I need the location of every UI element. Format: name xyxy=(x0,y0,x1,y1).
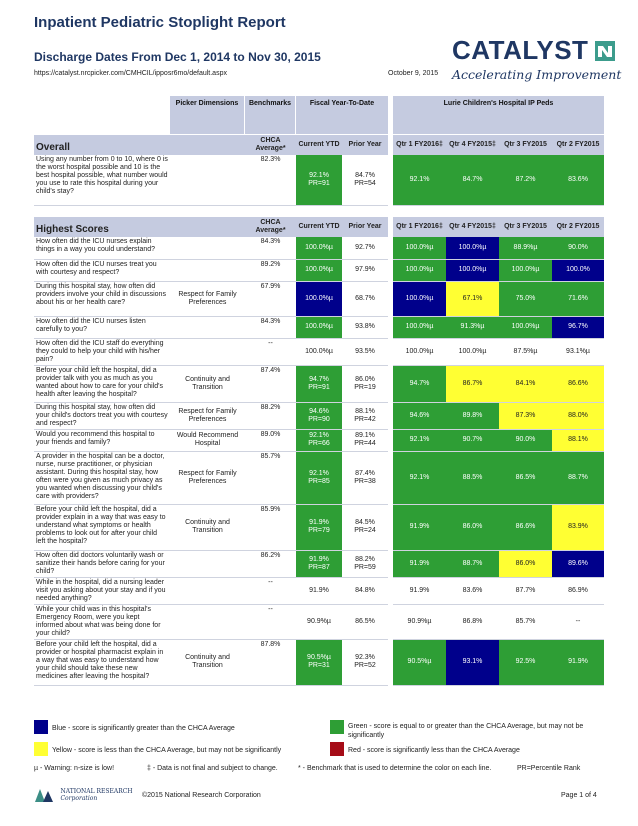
col-prior-year: Prior Year xyxy=(342,217,388,237)
qtr1-fy2016: 92.1% xyxy=(393,451,446,504)
qtr1-fy2016: 92.1% xyxy=(393,429,446,451)
current-ytd-pr: PR=91 xyxy=(308,179,330,187)
qtr4-fy2015: 100.0%µ xyxy=(446,338,499,365)
qtr3-fy2015: 90.0% xyxy=(499,429,552,451)
chca-average: 67.9% xyxy=(245,281,296,316)
picker-dimension xyxy=(170,316,245,338)
prior-year-cell xyxy=(342,504,388,550)
prior-year-cell xyxy=(342,237,388,259)
report-subtitle: Discharge Dates From Dec 1, 2014 to Nov 30, 2015 xyxy=(34,50,321,64)
qtr2-fy2015: 96.7% xyxy=(552,316,604,338)
chca-average: 89.0% xyxy=(245,429,296,451)
qtr3-fy2015: 86.0% xyxy=(499,550,552,577)
prior-year-cell xyxy=(342,550,388,577)
table-row xyxy=(34,365,604,402)
header-picker-dimensions: Picker Dimensions xyxy=(170,96,244,134)
prior-year-value: 87.4% xyxy=(355,469,375,477)
qtr2-fy2015: 93.1%µ xyxy=(552,338,604,365)
col-current-ytd: Current YTD xyxy=(296,135,342,155)
qtr3-fy2015: 75.0% xyxy=(499,281,552,316)
current-ytd-cell xyxy=(296,259,342,281)
chca-average: 85.9% xyxy=(245,504,296,550)
qtr3-fy2015: 86.6% xyxy=(499,504,552,550)
col-chca: CHCA Average* xyxy=(245,135,296,155)
chca-average: 87.8% xyxy=(245,639,296,685)
table-row xyxy=(34,577,604,604)
current-ytd-cell xyxy=(296,550,342,577)
note-low-n: µ - Warning: n-size is low! xyxy=(34,765,115,772)
current-ytd-value: 94.6% xyxy=(309,407,329,415)
current-ytd-cell xyxy=(296,281,342,316)
table-row xyxy=(34,604,604,639)
qtr3-fy2015: 100.0%µ xyxy=(499,316,552,338)
qtr4-fy2015: 86.7% xyxy=(446,365,499,402)
col-q1: Qtr 1 FY2016‡ xyxy=(393,135,446,155)
col-q4: Qtr 4 FY2015‡ xyxy=(446,135,499,155)
current-ytd-value: 100.0%µ xyxy=(305,294,333,302)
catalyst-logo xyxy=(452,35,627,82)
question-text: Before your child left the hospital, did a provider or hospital pharmacist explain in a way that was easy to understand how your child should take these new medicines after leaving the hospital? xyxy=(34,639,170,685)
prior-year-cell xyxy=(342,604,388,639)
table-row xyxy=(34,451,604,504)
qtr3-fy2015: 84.1% xyxy=(499,365,552,402)
current-ytd-value: 100.0%µ xyxy=(305,243,333,251)
current-ytd-cell xyxy=(296,365,342,402)
nrc-logo-line1: NATIONAL RESEARCH xyxy=(60,787,133,795)
qtr4-fy2015: 91.3%µ xyxy=(446,316,499,338)
qtr1-fy2016: 90.9%µ xyxy=(393,604,446,639)
current-ytd-value: 100.0%µ xyxy=(305,266,333,273)
question-text: How often did the ICU nurses listen carefully to you? xyxy=(34,316,170,338)
qtr1-fy2016: 100.0%µ xyxy=(393,237,446,259)
qtr3-fy2015: 87.5%µ xyxy=(499,338,552,365)
current-ytd-cell xyxy=(296,504,342,550)
chca-average: 84.3% xyxy=(245,316,296,338)
current-ytd-value: 91.9% xyxy=(309,555,329,563)
report-title: Inpatient Pediatric Stoplight Report xyxy=(34,14,286,31)
col-q4: Qtr 4 FY2015‡ xyxy=(446,217,499,237)
qtr1-fy2016: 100.0%µ xyxy=(393,338,446,365)
picker-dimension xyxy=(170,155,245,205)
question-text: While your child was in this hospital's Emergency Room, were you kept informed about what was being done for your child? xyxy=(34,604,170,639)
current-ytd-cell xyxy=(296,604,342,639)
qtr4-fy2015: 86.8% xyxy=(446,604,499,639)
qtr4-fy2015: 67.1% xyxy=(446,281,499,316)
question-text: How often did the ICU staff do everything they could to help your child with his/her pain? xyxy=(34,338,170,365)
prior-year-cell xyxy=(342,365,388,402)
current-ytd-cell xyxy=(296,237,342,259)
qtr1-fy2016: 91.9% xyxy=(393,577,446,604)
legend-blue-swatch xyxy=(34,720,48,734)
prior-year-value: 92.3% xyxy=(355,654,375,661)
qtr3-fy2015: 87.2% xyxy=(499,155,552,205)
current-ytd-value: 92.1% xyxy=(309,469,329,477)
chca-average: -- xyxy=(245,577,296,604)
table-row xyxy=(34,338,604,365)
qtr1-fy2016: 100.0%µ xyxy=(393,316,446,338)
table-row xyxy=(34,402,604,429)
qtr1-fy2016: 100.0%µ xyxy=(393,281,446,316)
picker-dimension: Respect for Family Preferences xyxy=(170,451,245,504)
legend-yellow-swatch xyxy=(34,742,48,756)
picker-dimension xyxy=(170,237,245,259)
qtr1-fy2016: 92.1% xyxy=(393,155,446,205)
prior-year-pr: PR=52 xyxy=(354,662,376,669)
legend-blue-text: Blue - score is significantly greater than the CHCA Average xyxy=(52,725,235,732)
overall-title: Overall xyxy=(34,135,245,155)
legend-green-swatch xyxy=(330,720,344,734)
qtr3-fy2015: 86.5% xyxy=(499,451,552,504)
qtr1-fy2016: 91.9% xyxy=(393,550,446,577)
nrc-logo-line2: Corporation xyxy=(60,794,98,802)
qtr1-fy2016: 94.6% xyxy=(393,402,446,429)
qtr2-fy2015: -- xyxy=(552,604,604,639)
prior-year-cell xyxy=(342,281,388,316)
picker-dimension xyxy=(170,577,245,604)
prior-year-value: 84.5% xyxy=(355,519,375,526)
col-current-ytd: Current YTD xyxy=(296,217,342,237)
prior-year-value: 93.8% xyxy=(355,323,375,330)
prior-year-pr: PR=24 xyxy=(354,527,376,534)
qtr1-fy2016: 100.0%µ xyxy=(393,259,446,281)
prior-year-cell xyxy=(342,429,388,451)
picker-dimension xyxy=(170,550,245,577)
question-text: Would you recommend this hospital to your friends and family? xyxy=(34,429,170,451)
current-ytd-pr: PR=85 xyxy=(308,477,330,485)
prior-year-cell xyxy=(342,577,388,604)
picker-dimension xyxy=(170,604,245,639)
qtr2-fy2015: 89.6% xyxy=(552,550,604,577)
chca-average: 86.2% xyxy=(245,550,296,577)
legend-red-swatch xyxy=(330,742,344,756)
qtr4-fy2015: 84.7% xyxy=(446,155,499,205)
question-text: Using any number from 0 to 10, where 0 is the worst hospital possible and 10 is the best hospital possible, what number would you use to rate this hospital during your child's stay? xyxy=(34,155,170,205)
header-fiscal-ytd: Fiscal Year-To-Date xyxy=(296,96,388,134)
nrc-logo-icon xyxy=(34,787,56,803)
qtr1-fy2016: 94.7% xyxy=(393,365,446,402)
chca-average: -- xyxy=(245,604,296,639)
current-ytd-pr: PR=87 xyxy=(308,563,330,571)
question-text: Before your child left the hospital, did a provider explain in a way that was easy to understand what symptoms or health problems to look out for after your child left the hospital? xyxy=(34,504,170,550)
qtr2-fy2015: 88.0% xyxy=(552,402,604,429)
col-prior-year: Prior Year xyxy=(342,135,388,155)
chca-average: 88.2% xyxy=(245,402,296,429)
col-q3: Qtr 3 FY2015 xyxy=(499,135,552,155)
overall-table xyxy=(34,135,604,206)
note-not-final: ‡ - Data is not final and subject to change. xyxy=(147,765,278,772)
qtr4-fy2015: 88.5% xyxy=(446,451,499,504)
current-ytd-value: 92.1% xyxy=(309,432,329,439)
prior-year-cell xyxy=(342,316,388,338)
picker-dimension xyxy=(170,338,245,365)
current-ytd-cell xyxy=(296,429,342,451)
current-ytd-pr: PR=31 xyxy=(308,662,330,669)
chca-average: 89.2% xyxy=(245,259,296,281)
question-text: A provider in the hospital can be a doctor, nurse, nurse practitioner, or physician assistant. During this hospital stay, how often were you given as much privacy as you wanted when discussing your child's care with providers? xyxy=(34,451,170,504)
picker-dimension: Continuity and Transition xyxy=(170,504,245,550)
prior-year-pr: PR=54 xyxy=(354,179,376,187)
col-q3: Qtr 3 FY2015 xyxy=(499,217,552,237)
current-ytd-pr: PR=66 xyxy=(308,440,330,447)
question-text: Before your child left the hospital, did a provider talk with you as much as you wanted about how to care for your child's health after leaving the hospital? xyxy=(34,365,170,402)
table-row xyxy=(34,639,604,685)
prior-year-pr: PR=44 xyxy=(354,440,376,447)
prior-year-value: 97.9% xyxy=(355,266,375,273)
table-row xyxy=(34,429,604,451)
prior-year-value: 84.7% xyxy=(355,171,375,179)
qtr2-fy2015: 86.9% xyxy=(552,577,604,604)
copyright: ©2015 National Research Corporation xyxy=(142,792,261,799)
picker-dimension: Continuity and Transition xyxy=(170,365,245,402)
qtr3-fy2015: 92.5% xyxy=(499,639,552,685)
note-percentile-rank: PR=Percentile Rank xyxy=(517,765,581,772)
highest-title: Highest Scores xyxy=(34,217,245,237)
prior-year-value: 88.1% xyxy=(355,407,375,415)
prior-year-pr: PR=59 xyxy=(354,563,376,571)
picker-dimension: Respect for Family Preferences xyxy=(170,402,245,429)
prior-year-value: 93.5% xyxy=(355,347,375,355)
table-row xyxy=(34,550,604,577)
current-ytd-value: 94.7% xyxy=(309,375,329,383)
prior-year-cell xyxy=(342,639,388,685)
table-row xyxy=(34,281,604,316)
current-ytd-cell xyxy=(296,155,342,205)
qtr2-fy2015: 90.0% xyxy=(552,237,604,259)
logo-tagline: Accelerating Improvement xyxy=(452,67,622,82)
col-q2: Qtr 2 FY2015 xyxy=(552,135,604,155)
qtr4-fy2015: 83.6% xyxy=(446,577,499,604)
question-text: During this hospital stay, how often did your child's doctors treat you with courtesy and respect? xyxy=(34,402,170,429)
report-url[interactable]: https://catalyst.nrcpicker.com/CMHCIL/ipposr6mo/default.aspx xyxy=(34,70,227,77)
qtr2-fy2015: 88.7% xyxy=(552,451,604,504)
header-hospital: Lurie Children's Hospital IP Peds xyxy=(393,96,604,134)
prior-year-pr: PR=19 xyxy=(354,383,376,391)
qtr4-fy2015: 93.1% xyxy=(446,639,499,685)
table-row xyxy=(34,155,604,205)
qtr3-fy2015: 85.7% xyxy=(499,604,552,639)
prior-year-value: 92.7% xyxy=(355,243,375,251)
current-ytd-value: 91.9% xyxy=(309,519,329,526)
prior-year-cell xyxy=(342,259,388,281)
qtr2-fy2015: 91.9% xyxy=(552,639,604,685)
logo-word: CATALYST xyxy=(452,35,589,65)
picker-dimension: Would Recommend Hospital xyxy=(170,429,245,451)
prior-year-value: 68.7% xyxy=(355,294,375,302)
prior-year-pr: PR=42 xyxy=(354,415,376,423)
chca-average: -- xyxy=(245,338,296,365)
col-chca: CHCA Average* xyxy=(245,217,296,237)
col-q1: Qtr 1 FY2016‡ xyxy=(393,217,446,237)
prior-year-cell xyxy=(342,338,388,365)
prior-year-value: 89.1% xyxy=(355,432,375,439)
overall-header-row xyxy=(34,135,604,155)
qtr4-fy2015: 88.7% xyxy=(446,550,499,577)
current-ytd-value: 91.9% xyxy=(309,586,329,594)
highest-header-row xyxy=(34,217,604,237)
chca-average: 85.7% xyxy=(245,451,296,504)
note-benchmark: * - Benchmark that is used to determine the color on each line. xyxy=(298,765,492,772)
current-ytd-cell xyxy=(296,639,342,685)
qtr4-fy2015: 90.7% xyxy=(446,429,499,451)
legend-yellow-text: Yellow - score is less than the CHCA Average, but may not be significantly xyxy=(52,747,282,754)
current-ytd-pr: PR=90 xyxy=(308,415,330,423)
current-ytd-cell xyxy=(296,338,342,365)
nrc-logo xyxy=(34,786,133,804)
chca-average: 84.3% xyxy=(245,237,296,259)
chca-average: 82.3% xyxy=(245,155,296,205)
col-q2: Qtr 2 FY2015 xyxy=(552,217,604,237)
qtr3-fy2015: 88.9%µ xyxy=(499,237,552,259)
page-number: Page 1 of 4 xyxy=(561,792,597,799)
qtr3-fy2015: 87.7% xyxy=(499,577,552,604)
report-date: October 9, 2015 xyxy=(388,70,439,77)
prior-year-pr: PR=38 xyxy=(354,477,376,485)
current-ytd-cell xyxy=(296,402,342,429)
prior-year-cell xyxy=(342,451,388,504)
current-ytd-cell xyxy=(296,451,342,504)
qtr2-fy2015: 88.1% xyxy=(552,429,604,451)
current-ytd-cell xyxy=(296,577,342,604)
picker-dimension: Respect for Family Preferences xyxy=(170,281,245,316)
qtr4-fy2015: 100.0%µ xyxy=(446,237,499,259)
qtr2-fy2015: 86.6% xyxy=(552,365,604,402)
legend-green-text: Green - score is equal to or greater than the CHCA Average, but may not be significantly xyxy=(348,723,584,739)
highest-scores-table xyxy=(34,217,604,686)
qtr2-fy2015: 100.0% xyxy=(552,259,604,281)
header-benchmarks: Benchmarks xyxy=(245,96,295,134)
question-text: How often did the ICU nurses explain things in a way you could understand? xyxy=(34,237,170,259)
prior-year-cell xyxy=(342,402,388,429)
qtr2-fy2015: 71.6% xyxy=(552,281,604,316)
table-row xyxy=(34,259,604,281)
picker-dimension: Continuity and Transition xyxy=(170,639,245,685)
question-text: During this hospital stay, how often did providers involve your child in discussions about his or her health care? xyxy=(34,281,170,316)
question-text: How often did the ICU nurses treat you with courtesy and respect? xyxy=(34,259,170,281)
prior-year-value: 84.8% xyxy=(355,586,375,594)
qtr3-fy2015: 87.3% xyxy=(499,402,552,429)
qtr4-fy2015: 100.0%µ xyxy=(446,259,499,281)
qtr1-fy2016: 91.9% xyxy=(393,504,446,550)
current-ytd-pr: PR=79 xyxy=(308,527,330,534)
qtr4-fy2015: 86.0% xyxy=(446,504,499,550)
table-row xyxy=(34,316,604,338)
current-ytd-value: 90.9%µ xyxy=(307,617,331,625)
qtr2-fy2015: 83.6% xyxy=(552,155,604,205)
current-ytd-value: 90.5%µ xyxy=(307,654,331,661)
table-row xyxy=(34,504,604,550)
prior-year-value: 86.5% xyxy=(355,617,375,625)
prior-year-value: 86.0% xyxy=(355,375,375,383)
current-ytd-pr: PR=91 xyxy=(308,383,330,391)
table-row xyxy=(34,237,604,259)
question-text: How often did doctors voluntarily wash or sanitize their hands before caring for your child? xyxy=(34,550,170,577)
current-ytd-cell xyxy=(296,316,342,338)
current-ytd-value: 100.0%µ xyxy=(305,323,333,330)
prior-year-cell xyxy=(342,155,388,205)
qtr3-fy2015: 100.0%µ xyxy=(499,259,552,281)
prior-year-value: 88.2% xyxy=(355,555,375,563)
qtr2-fy2015: 83.9% xyxy=(552,504,604,550)
current-ytd-value: 92.1% xyxy=(309,171,329,179)
legend-red-text: Red - score is significantly less than the CHCA Average xyxy=(348,747,520,754)
logo-mark-icon xyxy=(595,41,615,61)
question-text: While in the hospital, did a nursing leader visit you asking about your stay and if you needed anything? xyxy=(34,577,170,604)
current-ytd-value: 100.0%µ xyxy=(305,347,333,355)
picker-dimension xyxy=(170,259,245,281)
qtr1-fy2016: 90.5%µ xyxy=(393,639,446,685)
chca-average: 87.4% xyxy=(245,365,296,402)
qtr4-fy2015: 89.8% xyxy=(446,402,499,429)
